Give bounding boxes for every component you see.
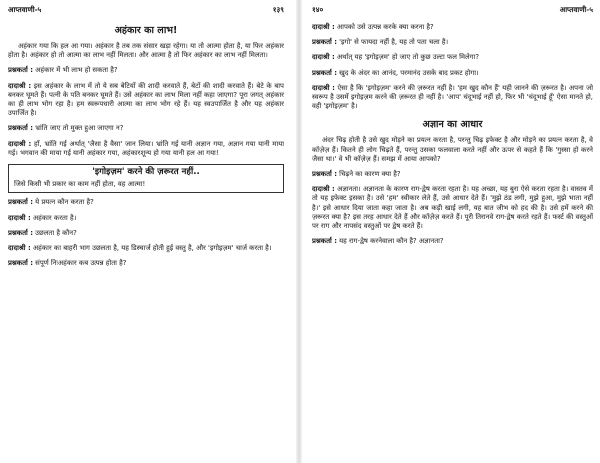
paragraph-text: हाँ, भ्रांति गई अर्थात् 'जैसा है वैसा' जान लिया। भ्रांति गई यानी अज्ञान गया, अज्ञान गया यानी माया गई। भगवान की माया गई यानी अहंकार गया, अहंकारशून्य हो गया यानी हल आ गया! xyxy=(8,139,284,157)
subsection-box xyxy=(8,164,284,193)
speaker-label: प्रश्नकर्ता : xyxy=(8,66,33,75)
paragraph xyxy=(312,136,593,164)
paragraph-text: 'इगो' से फायदा नहीं है, यह तो पता चला है। xyxy=(339,38,449,47)
paragraph-text: अज्ञानता। अज्ञानता के कारण राग-द्वेष करता रहता है। यह अच्छा, यह बुरा ऐसे करता रहता है। वास्तव में तो यह इफेक्ट इसका है। उसे 'हम' स्वीकार लेते हैं, उसे आधार देते हैं। 'मुझे ठंड लगी, मुझे हुआ, मुझे भाता नहीं है।' इसे आधार दिया जाता कहा जाता है। अब कड़ी खाई लगी, यह बात जीभ को हद की है। उसे हमें करने की ज़रूरत क्या है? इस तरह आधार देते हैं और कॉज़ेज़ करते हैं। पूरी तिरानवे राग-द्वेष करते रहते हैं। फर्स्ट की वस्तुओं पर राग और नापसंद वस्तुओं पर द्वेष करते हैं। xyxy=(312,185,593,231)
speaker-label: प्रश्नकर्ता : xyxy=(8,198,33,207)
paragraph xyxy=(312,38,593,47)
paragraph-text: संपूर्ण निःअहंकार कब उत्पन्न होता है? xyxy=(35,259,127,268)
speaker-label: प्रश्नकर्ता : xyxy=(312,68,337,77)
speaker-label: प्रश्नकर्ता : xyxy=(312,170,337,179)
speaker-label: प्रश्नकर्ता : xyxy=(312,38,337,47)
paragraph-text: अंदर चिढ़ होती है उसे खुद मोड़ने का प्रयत्न करता है, परन्तु चिढ़ इफेक्ट है और मोड़ने का प्रयत्न करता है, वे कॉज़ेज़ हैं। कितने ही लोग चिढ़ते हैं, परन्तु उसका फलवाला करते नहीं और ऊपर से कहते हैं कि 'गुस्सा हो करने जैसा था।' वे भी कॉज़ेज़ हैं। समझ में आया आपको? xyxy=(312,136,593,163)
paragraph-text: इस अहंकार के लाभ में तो ये सब बेटियों की शादी करवाते हैं, बेटों की शादी करवाते हैं। बेटे के बाप बनकर घूमते हैं। पत्नी के पति बनकर घूमते हैं। उसे अहंकार का लाभ मिला नहीं कहा जाएगा? पूरा जगत् अहंकार का ही लाभ भोग रहा है। हम स्वरूपधारी आत्मा का लाभ भोग रहे हैं। यह स्वउपार्जित है और यह अहंकार उपार्जित है। xyxy=(8,81,284,118)
paragraph xyxy=(312,84,593,112)
paragraph-text: भ्रांति जाए तो मुक्त हुआ जाएगा न? xyxy=(35,124,124,133)
paragraph-text: अहंकार करता है। xyxy=(32,213,77,222)
paragraph xyxy=(312,23,593,32)
paragraph xyxy=(312,170,593,179)
left-section-title: अहंकार का लाभ! xyxy=(114,25,178,36)
paragraph xyxy=(8,82,284,119)
right-header-title: आप्तवाणी-५ xyxy=(559,5,593,14)
speaker-label: दादाश्री : xyxy=(8,213,31,222)
paragraph-text: खुद के अंदर का आनंद, परमानंद उसके बाद प्रकट होगा। xyxy=(339,68,479,77)
paragraph xyxy=(8,42,284,60)
speaker-label: प्रश्नकर्ता : xyxy=(8,124,33,133)
paragraph xyxy=(8,66,284,75)
right-page xyxy=(312,0,593,463)
speaker-label: प्रश्नकर्ता : xyxy=(8,259,33,268)
speaker-label: दादाश्री : xyxy=(312,53,335,62)
paragraph xyxy=(8,244,284,253)
book-gutter xyxy=(296,0,302,463)
left-page xyxy=(8,0,284,463)
paragraph-text: ऐसा है कि 'इगोइज़म' करने की ज़रूरत नहीं है। 'हम खुद कौन हैं' यही जानने की ज़रूरत है। अपना जो स्वरूप है उसमें इगोइज़म करने की ज़रूरत ही नहीं है। 'आप' चंदूभाई नहीं हो, फिर भी 'चंदूभाई हूँ' ऐसा मानते हो, वही 'इगोइज़म' है। xyxy=(312,83,593,111)
speaker-label: दादाश्री : xyxy=(8,81,32,90)
paragraph-text: ये प्रयत्न कौन करता है? xyxy=(35,198,94,207)
speaker-label: दादाश्री : xyxy=(8,244,31,253)
speaker-label: प्रश्नकर्ता : xyxy=(8,228,33,237)
left-header-title: आप्तवाणी-५ xyxy=(8,5,42,14)
paragraph xyxy=(312,237,593,246)
paragraph xyxy=(8,214,284,223)
paragraph xyxy=(312,185,593,231)
subsection-text: जिसे किसी भी प्रकार का काम नहीं होता, वह आत्मा! xyxy=(14,180,146,189)
subsection-title: 'इगोइज़म' करने की ज़रूरत नहीं.. xyxy=(92,167,200,178)
paragraph-text: अहंकार गया कि हल आ गया। अहंकार है तब तक संसार खड़ा रहेगा। या तो आत्मा होता है, या फिर अहंकार होता है। अहंकार हो तो आत्मा का लाभ नहीं मिलता। और आत्मा है तो फिर अहंकार का लाभ नहीं मिलता। xyxy=(8,42,284,60)
left-page-number: १३९ xyxy=(272,5,284,14)
speaker-label: दादाश्री : xyxy=(312,185,335,194)
paragraph-text: चिढ़ने का कारण क्या है? xyxy=(339,170,401,179)
paragraph-text: अहंकार का बाहरी भाग उछलता है, यह डिस्चार्ज होती हुई वस्तु है, और 'इगोइज़म' चार्ज करता है। xyxy=(32,244,272,253)
paragraph xyxy=(8,198,284,207)
speaker-label: दादाश्री : xyxy=(312,23,335,31)
right-section-title: अज्ञान का आधार xyxy=(422,119,483,131)
paragraph-text: आपको उसे उत्पन्न करके क्या करना है? xyxy=(336,23,434,31)
speaker-label: प्रश्नकर्ता : xyxy=(312,237,337,246)
paragraph-text: यह राग-द्वेष करनेवाला कौन है? अज्ञानता? xyxy=(339,237,444,246)
paragraph xyxy=(8,140,284,158)
right-page-header xyxy=(312,5,593,15)
paragraph-text: उछलता है कौन? xyxy=(35,228,77,237)
paragraph xyxy=(8,259,284,268)
paragraph-text: अहंकार में भी लाभ हो सकता है? xyxy=(35,66,118,75)
paragraph xyxy=(8,229,284,238)
paragraph xyxy=(312,53,593,62)
paragraph xyxy=(8,124,284,133)
left-page-header xyxy=(8,5,284,15)
paragraph xyxy=(312,69,593,78)
speaker-label: दादाश्री : xyxy=(312,83,335,92)
speaker-label: दादाश्री : xyxy=(8,139,32,148)
right-page-number: १४० xyxy=(312,5,324,14)
paragraph-text: अर्थात् यह 'इगोइज़म' हो जाए तो कुछ उल्टा फल मिलेगा? xyxy=(336,53,480,62)
